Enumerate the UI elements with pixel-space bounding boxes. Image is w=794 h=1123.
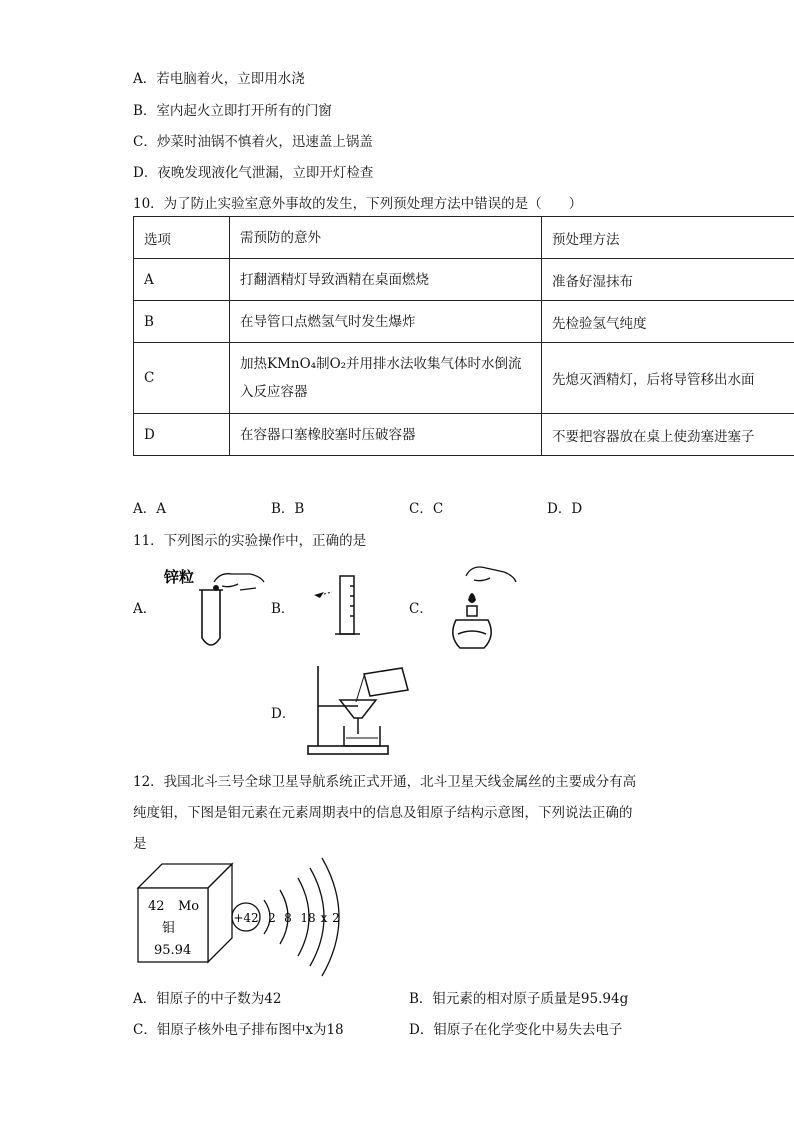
q10-answer-c: C．C bbox=[409, 501, 444, 517]
q11-label-a: A． bbox=[133, 601, 157, 617]
shell-1-count: 2 bbox=[268, 911, 276, 925]
cell-accident-line2: 入反应容器 bbox=[240, 384, 308, 400]
q12-stem-line3: 是 bbox=[133, 836, 147, 852]
q12-stem-line2: 纯度钼，下图是钼元素在元素周期表中的信息及钼原子结构示意图，下列说法正确的 bbox=[133, 805, 633, 821]
cell-option: A bbox=[134, 259, 230, 301]
q9-option-a: A．若电脑着火，立即用水浇 bbox=[133, 71, 305, 87]
element-cell bbox=[134, 860, 234, 965]
q9-option-d: D．夜晚发现液化气泄漏，立即开灯检查 bbox=[133, 165, 374, 181]
cell-accident: 在容器口塞橡胶塞时压破容器 bbox=[230, 414, 542, 456]
q9-option-b: B．室内起火立即打开所有的门窗 bbox=[133, 103, 332, 119]
flame-icon bbox=[468, 593, 476, 603]
pouring-beaker-icon bbox=[356, 668, 408, 702]
q12-option-b: B．钼元素的相对原子质量是95.94g bbox=[409, 991, 629, 1007]
cell-option: D bbox=[134, 414, 230, 456]
element-mass: 95.94 bbox=[154, 943, 192, 958]
test-tube-icon bbox=[199, 590, 223, 645]
shell-3-count: 18 bbox=[300, 911, 316, 925]
q12-option-d: D．钼原子在化学变化中易失去电子 bbox=[409, 1022, 623, 1038]
nucleus-charge: +42 bbox=[233, 911, 259, 925]
q9-option-c: C．炒菜时油锅不慎着火，迅速盖上锅盖 bbox=[133, 134, 373, 150]
table-row bbox=[134, 301, 794, 343]
table-row bbox=[134, 414, 794, 456]
hand-icon bbox=[466, 567, 516, 582]
q11-stem: 11．下列图示的实验操作中，正确的是 bbox=[133, 533, 367, 549]
funnel-icon bbox=[340, 700, 376, 734]
shell-5-count: 2 bbox=[332, 911, 340, 925]
header-accident: 需预防的意外 bbox=[230, 217, 542, 259]
cell-method: 先熄灭酒精灯，后将导管移出水面 bbox=[542, 343, 794, 414]
cell-accident: 打翻酒精灯导致酒精在桌面燃烧 bbox=[230, 259, 542, 301]
q11-figure-a bbox=[160, 560, 270, 655]
table-row bbox=[134, 343, 794, 414]
cell-method: 先检验氢气纯度 bbox=[542, 301, 794, 343]
table-header-row bbox=[134, 217, 794, 259]
q11-figure-d bbox=[300, 662, 420, 760]
cell-accident: 在导管口点燃氢气时发生爆炸 bbox=[230, 301, 542, 343]
shell-2-count: 8 bbox=[284, 911, 292, 925]
cell-option: B bbox=[134, 301, 230, 343]
element-atomic-number: 42 bbox=[148, 899, 165, 914]
q11-figure-b bbox=[300, 570, 370, 640]
figure-a-label: 锌粒 bbox=[164, 568, 195, 586]
q10-stem: 10．为了防止实验室意外事故的发生，下列预处理方法中错误的是（ ） bbox=[133, 196, 583, 212]
element-name: 钼 bbox=[162, 921, 176, 936]
cell-method: 不要把容器放在桌上使劲塞进塞子 bbox=[542, 414, 794, 456]
cell-method: 准备好湿抹布 bbox=[542, 259, 794, 301]
q11-figure-c bbox=[438, 558, 518, 658]
header-option: 选项 bbox=[134, 217, 230, 259]
q12-option-c: C．钼原子核外电子排布图中x为18 bbox=[133, 1022, 344, 1038]
zinc-pellet-icon bbox=[213, 585, 219, 591]
atom-structure-diagram bbox=[228, 852, 358, 982]
shell-4-count: x bbox=[320, 911, 328, 925]
cell-option: C bbox=[134, 343, 230, 414]
alcohol-lamp-icon bbox=[453, 606, 491, 648]
q10-answer-b: B．B bbox=[271, 501, 305, 517]
q10-answer-d: D．D bbox=[547, 501, 583, 517]
cell-accident bbox=[230, 343, 542, 414]
q11-label-b: B． bbox=[271, 601, 295, 617]
graduated-cylinder-icon bbox=[335, 576, 360, 634]
q12-stem-line1: 12．我国北斗三号全球卫星导航系统正式开通，北斗卫星天线金属丝的主要成分有高 bbox=[133, 774, 637, 790]
beaker-icon bbox=[344, 726, 380, 746]
q10-answer-a: A．A bbox=[133, 501, 166, 517]
table-row bbox=[134, 259, 794, 301]
q12-option-a: A．钼原子的中子数为42 bbox=[133, 991, 282, 1007]
q11-label-c: C． bbox=[409, 601, 433, 617]
hand-icon bbox=[214, 574, 264, 590]
cell-accident-line1: 加热KMnO₄制O₂并用排水法收集气体时水倒流 bbox=[240, 356, 522, 372]
eye-icon bbox=[314, 592, 332, 598]
q10-table bbox=[133, 216, 794, 456]
header-method: 预处理方法 bbox=[542, 217, 794, 259]
q11-label-d: D． bbox=[271, 706, 296, 722]
element-symbol: Mo bbox=[178, 899, 200, 914]
